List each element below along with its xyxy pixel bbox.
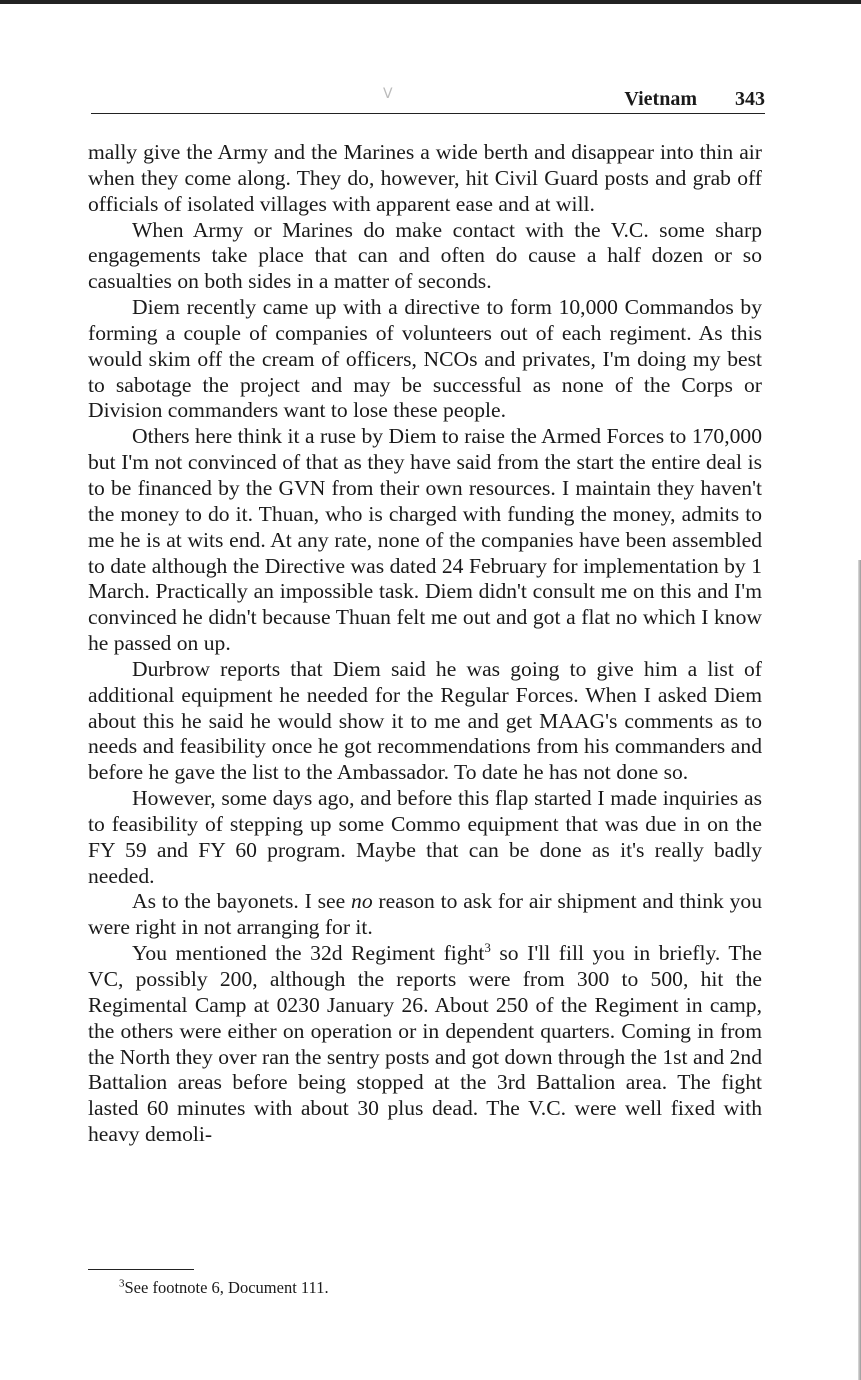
footnote [119,1278,329,1298]
paragraph: Durbrow reports that Diem said he was going to give him a list of additional equipment he needed for the Regular Forces. When I asked Diem about this he said he would show it to me and get MAAG's comments as to needs and feasibility once he got recommendations from his commanders and before he gave the list to the Ambassador. To date he has not done so. [88,656,762,785]
footnote-rule [88,1269,194,1270]
running-head-title: Vietnam [624,88,697,110]
text-segment: You mentioned the 32d Regiment fight [132,941,485,966]
paragraph-continued: mally give the Army and the Marines a wide berth and disappear into thin air when they come along. They do, however, hit Civil Guard posts and grab off officials of isolated villages with apparent ease and at will. [88,140,762,216]
footnote-marker: 3 [119,1277,125,1290]
text-segment: so I'll fill you in briefly. The VC, possibly 200, although the reports were from 300 to 500, hit the Regimental Camp at 0230 January 26. About 250 of the Regiment in camp, the others were either on operation or in dependent quarters. Coming in from the North they over ran the sentry posts and got down through the 1st and 2nd Battalion areas before being stopped at the 3rd Battalion area. The fight lasted 60 minutes with about 30 plus dead. The V.C. were well fixed with heavy demoli- [88,941,763,1147]
paragraph-bayonets [88,889,762,941]
page-top-edge [0,0,861,4]
paragraph: However, some days ago, and before this flap started I made inquiries as to feasibility of stepping up some Commo equipment that was due in on the FY 59 and FY 60 program. Maybe that can be done as it's really badly needed. [88,786,762,888]
footnote-reference[interactable]: 3 [484,939,491,955]
text-segment: As to the bayonets. I see [132,889,352,914]
page-number: 343 [735,88,765,110]
running-head [91,86,765,114]
paragraph: When Army or Marines do make contact with the V.C. some sharp engagements take place that can and often do cause a half dozen or so casualties on both sides in a matter of seconds. [88,217,762,294]
paragraph: Others here think it a ruse by Diem to raise the Armed Forces to 170,000 but I'm not convinced of that as they have said from the start the entire deal is to be financed by the GVN from their own resources. I maintain they haven't the money to do it. Thuan, who is charged with funding the money, admits to me he is at wits end. At any rate, none of the companies have been assembled to date although the Directive was dated 24 February for implementation by 1 March. Practically an impossible task. Diem didn't consult me on this and I'm convinced he didn't because Thuan felt me out and got a flat no which I know he passed on up. [88,424,762,656]
paragraph: Diem recently came up with a directive to form 10,000 Commandos by forming a couple of companies of volunteers out of each regiment. As this would skim off the cream of officers, NCOs and privates, I'm doing my best to sabotage the project and may be successful as none of the Corps or Division commanders want to lose these people. [88,295,762,423]
scan-mark: V [383,86,393,102]
paragraph-regiment-fight [88,941,762,1148]
text-segment: reason to ask for air shipment and think you were right in not arranging for it. [88,889,762,940]
footnote-text: See footnote 6, Document 111. [124,1278,329,1297]
body-text [88,140,762,1148]
emphasis-text: no [351,889,373,914]
